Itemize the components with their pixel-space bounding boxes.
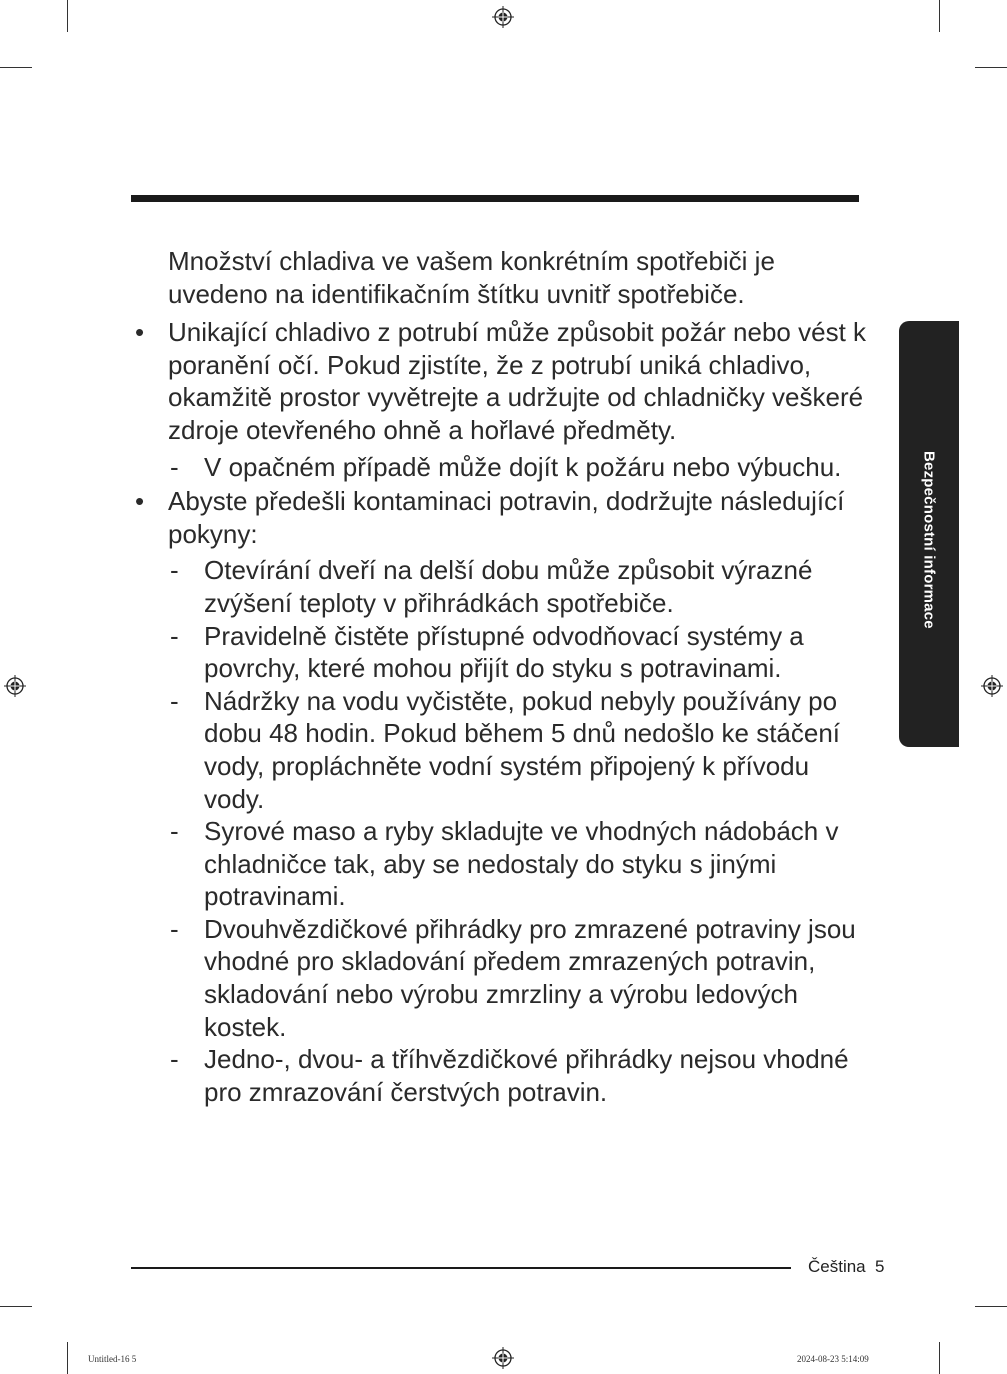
page-number: 5 [875,1257,885,1276]
registration-mark-icon [981,675,1003,697]
dash-icon: - [170,620,179,651]
crop-mark [975,1306,1007,1307]
sub-item [131,554,871,619]
intro-paragraph: Množství chladiva ve vašem konkrétním spotřebiči je uvedeno na identifikačním štítku uvnitř spotřebiče. [168,246,775,309]
sub-item [131,815,871,913]
sub-item-text: Jedno-, dvou- a tříhvězdičkové přihrádky nejsou vhodné pro zmrazování čerstvých potravin. [204,1044,849,1107]
dash-icon: - [170,816,179,847]
header-rule [131,195,859,202]
bullet-icon: • [135,317,145,348]
bullet-text: Abyste předešli kontaminaci potravin, dodržujte následující pokyny: [168,486,845,549]
sub-item-text: Pravidelně čistěte přístupné odvodňovací systémy a povrchy, které mohou přijít do styku s potravinami. [204,620,804,684]
sub-item [131,685,871,815]
sub-item [131,620,871,685]
crop-mark [939,1342,940,1374]
footer-language: Čeština [808,1257,866,1276]
dash-icon: - [170,451,179,482]
print-slug-left: Untitled-16 5 [88,1354,137,1364]
bullet-item [131,316,871,446]
dash-icon: - [170,1044,179,1075]
footer-rule [131,1267,791,1269]
dash-icon: - [170,555,179,586]
section-tab-label: Bezpečnostní informace [920,451,938,629]
dash-icon: - [170,913,179,944]
sub-item-text: V opačném případě může dojít k požáru nebo výbuchu. [204,451,842,482]
sub-item-text: Otevírání dveří na delší dobu může způsobit výrazné zvýšení teploty v přihrádkách spotřebiče. [204,555,813,618]
sub-item [131,1043,871,1108]
print-slug-right: 2024-08-23 5:14:09 [797,1354,869,1364]
bullet-text: Unikající chladivo z potrubí může způsobit požár nebo vést k poranění očí. Pokud zjistíte, že z potrubí uniká chladivo, okamžitě prostor vyvětrejte a udržujte od chladničky veškeré zdroje otevřeného ohně a hořlavé předměty. [168,317,867,445]
section-side-tab [899,321,959,747]
bullet-item [131,485,871,550]
crop-mark [0,67,32,68]
crop-mark [975,67,1007,68]
sub-item [131,913,871,1043]
dash-icon: - [170,685,179,716]
registration-mark-icon [492,6,514,28]
sub-item [131,451,871,484]
safety-content [131,245,871,1108]
bullet-icon: • [135,486,145,517]
registration-mark-icon [492,1347,514,1369]
registration-mark-icon [4,675,26,697]
sub-item-text: Nádržky na vodu vyčistěte, pokud nebyly používány po dobu 48 hodin. Pokud během 5 dnů nedošlo ke stáčení vody, propláchněte vodní systém připojený k přívodu vody. [204,685,841,814]
crop-mark [939,0,940,32]
crop-mark [67,0,68,32]
sub-item-text: Syrové maso a ryby skladujte ve vhodných nádobách v chladničce tak, aby se nedostaly do styku s jinými potravinami. [204,816,839,912]
sub-item-text: Dvouhvězdičkové přihrádky pro zmrazené potraviny jsou vhodné pro skladování předem zmrazených potravin, skladování nebo výrobu zmrzliny a výrobu ledových kostek. [204,913,856,1042]
crop-mark [0,1306,32,1307]
crop-mark [67,1342,68,1374]
